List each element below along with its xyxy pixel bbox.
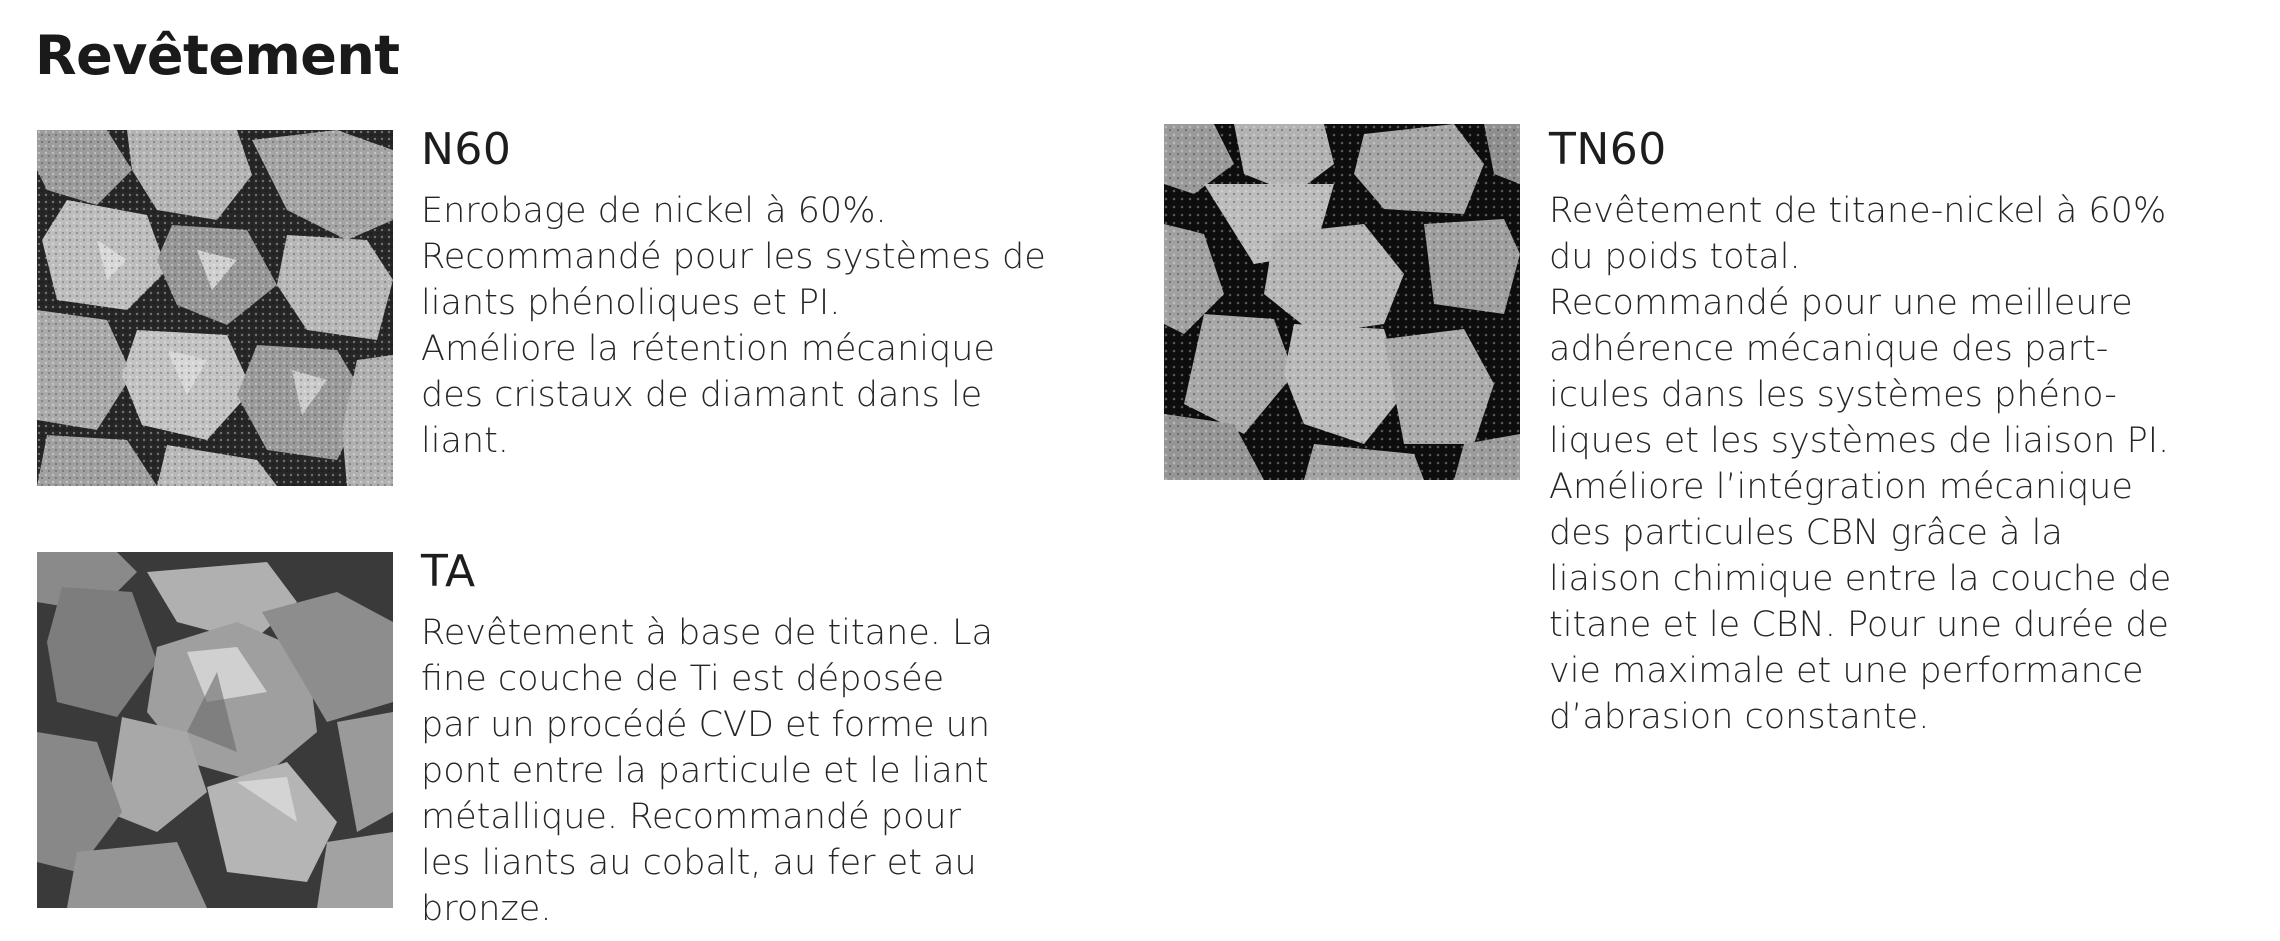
tn60-title: TN60: [1549, 124, 1667, 175]
tn60-text-line: Améliore l’intégration mécanique: [1549, 467, 2133, 507]
ta-text-line: Revêtement à base de titane. La: [421, 613, 993, 653]
tn60-text-line: liaison chimique entre la couche de: [1549, 559, 2172, 599]
tn60-text-line: Revêtement de titane-nickel à 60%: [1549, 191, 2167, 231]
n60-text-line: Recommandé pour les systèmes de: [421, 237, 1046, 277]
ta-text-line: bronze.: [421, 889, 552, 929]
tn60-text-line: Recommandé pour une meilleure: [1549, 283, 2133, 323]
ta-text-line: les liants au cobalt, au fer et au: [421, 843, 977, 883]
tn60-description: [1549, 124, 2171, 740]
ta-text-line: métallique. Recommandé pour: [421, 797, 961, 837]
tn60-text-line: des particules CBN grâce à la: [1549, 513, 2063, 553]
tn60-text-line: adhérence mécanique des part-: [1549, 329, 2109, 369]
tn60-text-line: titane et le CBN. Pour une durée de: [1549, 605, 2169, 645]
ta-description: [421, 546, 993, 932]
n60-text-line: Améliore la rétention mécanique: [421, 329, 995, 369]
ta-crystal-photo: [37, 552, 393, 908]
tn60-text-line: du poids total.: [1549, 237, 1801, 277]
n60-text-line: des cristaux de diamant dans le: [421, 375, 983, 415]
n60-description: [421, 124, 1046, 464]
tn60-text-line: d’abrasion constante.: [1549, 697, 1930, 737]
ta-text-line: par un procédé CVD et forme un: [421, 705, 991, 745]
tn60-text-line: icules dans les systèmes phéno-: [1549, 375, 2117, 415]
page-heading: Revêtement: [35, 24, 400, 87]
ta-text-line: pont entre la particule et le liant: [421, 751, 989, 791]
n60-text-line: Enrobage de nickel à 60%.: [421, 191, 887, 231]
tn60-text-line: vie maximale et une performance: [1549, 651, 2144, 691]
tn60-crystal-photo: [1164, 124, 1520, 480]
n60-text-line: liant.: [421, 421, 509, 461]
n60-text-line: liants phénoliques et PI.: [421, 283, 841, 323]
n60-title: N60: [421, 124, 512, 175]
tn60-text-line: liques et les systèmes de liaison PI.: [1549, 421, 2170, 461]
ta-title: TA: [421, 546, 476, 597]
n60-crystal-photo: [37, 130, 393, 486]
ta-text-line: fine couche de Ti est déposée: [421, 659, 945, 699]
